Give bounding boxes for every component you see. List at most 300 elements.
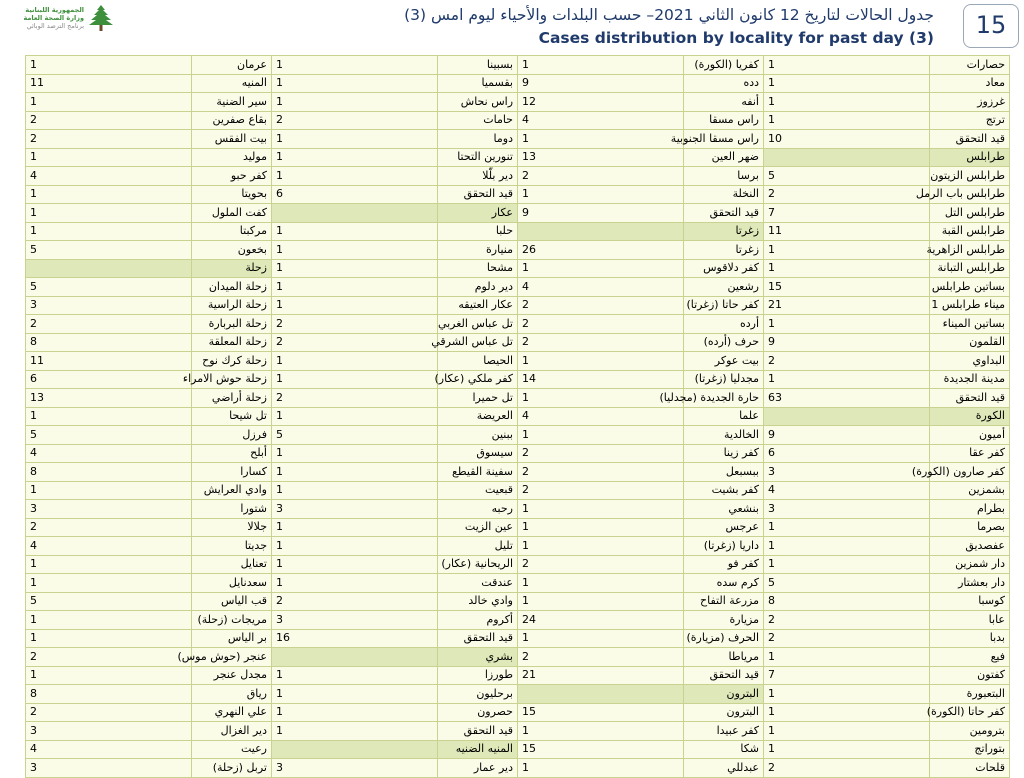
case-count-cell: 2	[26, 703, 192, 722]
case-count-cell: 1	[764, 370, 930, 389]
table-row	[26, 389, 1010, 408]
case-count-cell: 12	[518, 93, 684, 112]
locality-name-cell: وادي خالد	[438, 592, 518, 611]
locality-name-cell: كفر بشيت	[684, 481, 764, 500]
locality-name-cell: الحيصا	[438, 352, 518, 371]
locality-name-cell: شتورا	[192, 500, 272, 519]
table-row	[26, 130, 1010, 149]
case-count-cell: 2	[272, 111, 438, 130]
locality-name-cell: قيد التحقق	[438, 629, 518, 648]
table-row	[26, 648, 1010, 667]
case-count-cell: 1	[518, 537, 684, 556]
case-count-cell: 1	[272, 93, 438, 112]
case-count-cell: 2	[518, 481, 684, 500]
case-count-cell: 1	[272, 463, 438, 482]
case-count-cell: 1	[26, 611, 192, 630]
table-row	[26, 315, 1010, 334]
case-count-cell	[518, 222, 684, 241]
locality-name-cell: أميون	[930, 426, 1010, 445]
locality-name-cell: كفر عبيدا	[684, 722, 764, 741]
locality-name-cell: دار بعشتار	[930, 574, 1010, 593]
locality-name-cell: تليل	[438, 537, 518, 556]
case-count-cell	[518, 685, 684, 704]
case-count-cell: 1	[518, 426, 684, 445]
locality-name-cell: بطرام	[930, 500, 1010, 519]
case-count-cell: 1	[272, 222, 438, 241]
case-count-cell: 5	[26, 241, 192, 260]
locality-name-cell: تل عباس الغربي	[438, 315, 518, 334]
table-row	[26, 167, 1010, 186]
locality-name-cell: رشعين	[684, 278, 764, 297]
table-row	[26, 463, 1010, 482]
case-count-cell: 13	[518, 148, 684, 167]
case-count-cell: 15	[518, 740, 684, 759]
case-count-cell: 1	[272, 278, 438, 297]
case-count-cell: 1	[272, 56, 438, 75]
locality-name-cell: علي النهري	[192, 703, 272, 722]
case-count-cell: 26	[518, 241, 684, 260]
table-row	[26, 444, 1010, 463]
case-count-cell: 21	[518, 666, 684, 685]
locality-name-cell: طرابلس باب الرمل	[930, 185, 1010, 204]
case-count-cell: 9	[764, 333, 930, 352]
locality-name-cell: قلحات	[930, 759, 1010, 778]
case-count-cell: 6	[272, 185, 438, 204]
case-count-cell: 10	[764, 130, 930, 149]
locality-name-cell: تعنايل	[192, 555, 272, 574]
locality-name-cell: شكا	[684, 740, 764, 759]
case-count-cell: 2	[26, 315, 192, 334]
case-count-cell: 1	[518, 130, 684, 149]
table-row	[26, 56, 1010, 75]
title-english: Cases distribution by locality for past day (3)	[538, 29, 934, 47]
logo-line-ministry: وزارة الصحة العامة	[23, 14, 84, 22]
locality-name-cell: حلبا	[438, 222, 518, 241]
locality-name-cell: العريضة	[438, 407, 518, 426]
case-count-cell	[26, 259, 192, 278]
locality-name-cell: سير الضنية	[192, 93, 272, 112]
locality-name-cell: بيت عوكر	[684, 352, 764, 371]
locality-name-cell: طرابلس الزيتون	[930, 167, 1010, 186]
case-count-cell: 1	[764, 537, 930, 556]
locality-name-cell: مريجات (زحلة)	[192, 611, 272, 630]
case-count-cell: 1	[272, 444, 438, 463]
case-count-cell: 1	[518, 629, 684, 648]
case-count-cell	[272, 740, 438, 759]
case-count-cell: 2	[518, 296, 684, 315]
locality-name-cell: كفريا (الكورة)	[684, 56, 764, 75]
locality-name-cell: بساتين طرابلس	[930, 278, 1010, 297]
locality-name-cell: دير الغزال	[192, 722, 272, 741]
table-row	[26, 685, 1010, 704]
locality-name-cell: حصارات	[930, 56, 1010, 75]
case-count-cell: 1	[272, 685, 438, 704]
case-count-cell: 2	[518, 333, 684, 352]
locality-name-cell: قيد التحقق	[684, 204, 764, 223]
locality-name-cell: بترومين	[930, 722, 1010, 741]
case-count-cell: 1	[764, 740, 930, 759]
locality-name-cell: راس مسقا الجنوبية	[684, 130, 764, 149]
locality-name-cell: كفتون	[930, 666, 1010, 685]
case-count-cell: 2	[272, 315, 438, 334]
locality-name-cell: الحرف (مزيارة)	[684, 629, 764, 648]
table-row	[26, 666, 1010, 685]
case-count-cell: 3	[26, 722, 192, 741]
locality-name-cell: مزرعة التفاح	[684, 592, 764, 611]
locality-name-cell: مركبتا	[192, 222, 272, 241]
table-row	[26, 611, 1010, 630]
case-count-cell: 21	[764, 296, 930, 315]
case-count-cell: 1	[764, 241, 930, 260]
locality-name-cell: عين الزيت	[438, 518, 518, 537]
case-count-cell: 2	[26, 518, 192, 537]
logo-line-republic: الجمهورية اللبنانية	[25, 6, 84, 14]
case-count-cell: 2	[272, 333, 438, 352]
locality-name-cell: غرزوز	[930, 93, 1010, 112]
table-row	[26, 426, 1010, 445]
locality-name-cell: البترون	[684, 703, 764, 722]
table-row	[26, 759, 1010, 778]
locality-name-cell: بقسميا	[438, 74, 518, 93]
locality-name-cell: مجدليا (زغرتا)	[684, 370, 764, 389]
table-row	[26, 352, 1010, 371]
region-heading-cell: المنيه الضنيه	[438, 740, 518, 759]
case-count-cell: 5	[26, 592, 192, 611]
locality-name-cell: ميناء طرابلس 1	[930, 296, 1010, 315]
case-count-cell: 1	[518, 759, 684, 778]
case-count-cell: 4	[518, 278, 684, 297]
locality-name-cell: بشمزين	[930, 481, 1010, 500]
case-count-cell: 1	[764, 111, 930, 130]
case-count-cell: 1	[272, 130, 438, 149]
locality-name-cell: عفصديق	[930, 537, 1010, 556]
locality-name-cell: بنشعي	[684, 500, 764, 519]
locality-name-cell: دير عمار	[438, 759, 518, 778]
locality-name-cell: زحلة كرك نوح	[192, 352, 272, 371]
locality-name-cell: بيت الفقس	[192, 130, 272, 149]
locality-name-cell: حصرون	[438, 703, 518, 722]
locality-name-cell: كفر حاتا (زغرتا)	[684, 296, 764, 315]
table-row	[26, 537, 1010, 556]
table-row	[26, 296, 1010, 315]
locality-name-cell: بر الياس	[192, 629, 272, 648]
case-count-cell: 1	[518, 56, 684, 75]
locality-name-cell: عندقت	[438, 574, 518, 593]
locality-name-cell: كفت الملول	[192, 204, 272, 223]
locality-name-cell: زغرتا	[684, 241, 764, 260]
locality-name-cell: مدينة الجديدة	[930, 370, 1010, 389]
case-count-cell: 1	[26, 185, 192, 204]
case-count-cell: 9	[518, 74, 684, 93]
case-count-cell: 63	[764, 389, 930, 408]
case-count-cell: 1	[26, 222, 192, 241]
locality-name-cell: رياق	[192, 685, 272, 704]
table-row	[26, 555, 1010, 574]
case-count-cell: 4	[518, 111, 684, 130]
locality-name-cell: موليد	[192, 148, 272, 167]
locality-name-cell: وادي العرايش	[192, 481, 272, 500]
region-heading-cell: بشري	[438, 648, 518, 667]
table-row	[26, 111, 1010, 130]
locality-name-cell: قيد التحقق	[438, 722, 518, 741]
case-count-cell: 1	[26, 93, 192, 112]
region-heading-cell: زحلة	[192, 259, 272, 278]
locality-name-cell: بخعون	[192, 241, 272, 260]
case-count-cell: 1	[272, 296, 438, 315]
case-count-cell: 1	[764, 722, 930, 741]
table-row	[26, 204, 1010, 223]
locality-name-cell: جلالا	[192, 518, 272, 537]
case-count-cell: 8	[26, 333, 192, 352]
region-heading-cell: الكورة	[930, 407, 1010, 426]
locality-name-cell: البتعبورة	[930, 685, 1010, 704]
case-count-cell: 1	[26, 481, 192, 500]
region-heading-cell: زغرتا	[684, 222, 764, 241]
locality-name-cell: القلمون	[930, 333, 1010, 352]
region-heading-cell: عكار	[438, 204, 518, 223]
case-count-cell: 1	[518, 185, 684, 204]
locality-name-cell: دير بلّلا	[438, 167, 518, 186]
locality-name-cell: عنجر (حوش موس)	[192, 648, 272, 667]
ministry-name	[8, 6, 84, 30]
table-row	[26, 407, 1010, 426]
locality-name-cell: سيسوق	[438, 444, 518, 463]
locality-name-cell: دوما	[438, 130, 518, 149]
case-count-cell: 14	[518, 370, 684, 389]
table-row	[26, 574, 1010, 593]
table-row	[26, 722, 1010, 741]
case-count-cell: 2	[272, 389, 438, 408]
locality-name-cell: عكار العتيقه	[438, 296, 518, 315]
case-count-cell: 2	[518, 167, 684, 186]
case-count-cell: 2	[764, 352, 930, 371]
case-count-cell: 2	[26, 648, 192, 667]
locality-name-cell: كفر حبو	[192, 167, 272, 186]
locality-name-cell: زحلة الميدان	[192, 278, 272, 297]
locality-name-cell: عرجس	[684, 518, 764, 537]
locality-name-cell: بسبينا	[438, 56, 518, 75]
case-count-cell: 1	[272, 167, 438, 186]
locality-name-cell: دده	[684, 74, 764, 93]
case-count-cell: 1	[272, 722, 438, 741]
locality-name-cell: مجدل عنجر	[192, 666, 272, 685]
case-count-cell: 2	[518, 315, 684, 334]
case-count-cell: 13	[26, 389, 192, 408]
case-count-cell: 2	[518, 555, 684, 574]
locality-name-cell: كسارا	[192, 463, 272, 482]
case-count-cell: 4	[764, 481, 930, 500]
table-row	[26, 370, 1010, 389]
case-count-cell: 1	[272, 518, 438, 537]
locality-name-cell: عرمان	[192, 56, 272, 75]
case-count-cell: 1	[764, 93, 930, 112]
case-count-cell: 2	[764, 185, 930, 204]
table-row	[26, 93, 1010, 112]
cedar-icon	[86, 4, 116, 32]
case-count-cell: 1	[764, 703, 930, 722]
case-count-cell: 1	[518, 389, 684, 408]
table-row	[26, 278, 1010, 297]
case-count-cell: 11	[764, 222, 930, 241]
case-count-cell	[272, 204, 438, 223]
locality-name-cell: طرابلس الزاهرية	[930, 241, 1010, 260]
locality-name-cell: أرده	[684, 315, 764, 334]
table-row	[26, 148, 1010, 167]
case-count-cell: 5	[764, 574, 930, 593]
case-count-cell: 1	[764, 315, 930, 334]
case-count-cell: 1	[26, 574, 192, 593]
locality-name-cell: راس مسقا	[684, 111, 764, 130]
locality-name-cell: زحلة حوش الامراء	[192, 370, 272, 389]
locality-name-cell: راس نحاش	[438, 93, 518, 112]
case-count-cell: 1	[764, 555, 930, 574]
locality-name-cell: سفينة القيطع	[438, 463, 518, 482]
case-count-cell: 2	[26, 111, 192, 130]
case-count-cell: 7	[764, 666, 930, 685]
locality-name-cell: مشحا	[438, 259, 518, 278]
case-count-cell: 1	[26, 148, 192, 167]
table-row	[26, 703, 1010, 722]
locality-name-cell: المنيه	[192, 74, 272, 93]
case-count-cell: 1	[272, 407, 438, 426]
case-count-cell: 2	[764, 629, 930, 648]
case-count-cell: 1	[518, 500, 684, 519]
locality-name-cell: قيد التحقق	[684, 666, 764, 685]
case-count-cell: 4	[26, 537, 192, 556]
page-number: 15	[963, 4, 1019, 48]
case-count-cell: 16	[272, 629, 438, 648]
locality-name-cell: ببنين	[438, 426, 518, 445]
locality-name-cell: طرابلس التبانة	[930, 259, 1010, 278]
table-row	[26, 241, 1010, 260]
case-count-cell: 1	[518, 518, 684, 537]
locality-name-cell: بدبا	[930, 629, 1010, 648]
case-count-cell	[764, 148, 930, 167]
locality-name-cell: عبدللي	[684, 759, 764, 778]
case-count-cell: 4	[518, 407, 684, 426]
case-count-cell: 1	[518, 722, 684, 741]
case-count-cell: 3	[272, 759, 438, 778]
case-count-cell: 2	[764, 611, 930, 630]
locality-name-cell: البداوي	[930, 352, 1010, 371]
case-count-cell: 1	[26, 629, 192, 648]
locality-name-cell: دير دلوم	[438, 278, 518, 297]
case-count-cell: 1	[272, 666, 438, 685]
locality-name-cell: برسا	[684, 167, 764, 186]
locality-name-cell: زحلة الراسية	[192, 296, 272, 315]
locality-name-cell: بتوراتج	[930, 740, 1010, 759]
locality-name-cell: علما	[684, 407, 764, 426]
case-count-cell: 1	[272, 352, 438, 371]
locality-name-cell: بصرما	[930, 518, 1010, 537]
locality-name-cell: فرزل	[192, 426, 272, 445]
case-count-cell	[764, 407, 930, 426]
case-count-cell: 2	[518, 648, 684, 667]
case-count-cell: 2	[518, 444, 684, 463]
case-count-cell: 1	[518, 574, 684, 593]
case-count-cell: 9	[764, 426, 930, 445]
locality-name-cell: حامات	[438, 111, 518, 130]
locality-name-cell: طورزا	[438, 666, 518, 685]
case-count-cell: 1	[26, 555, 192, 574]
case-count-cell: 15	[518, 703, 684, 722]
table-row	[26, 222, 1010, 241]
locality-name-cell: قيد التحقق	[930, 130, 1010, 149]
case-count-cell: 1	[764, 685, 930, 704]
case-count-cell: 1	[272, 148, 438, 167]
case-count-cell: 11	[26, 74, 192, 93]
locality-name-cell: منيارة	[438, 241, 518, 260]
locality-name-cell: ببسبعل	[684, 463, 764, 482]
table-row	[26, 481, 1010, 500]
case-count-cell: 3	[26, 296, 192, 315]
case-count-cell: 2	[26, 130, 192, 149]
case-count-cell: 9	[518, 204, 684, 223]
case-count-cell: 1	[518, 259, 684, 278]
case-count-cell: 3	[764, 500, 930, 519]
locality-name-cell: بحويتا	[192, 185, 272, 204]
table-row	[26, 259, 1010, 278]
locality-name-cell: بقاع صفرين	[192, 111, 272, 130]
case-count-cell: 2	[272, 592, 438, 611]
case-count-cell: 8	[26, 463, 192, 482]
ministry-logo	[8, 4, 116, 32]
locality-name-cell: ضهر العين	[684, 148, 764, 167]
case-count-cell: 2	[518, 463, 684, 482]
locality-name-cell: رحبه	[438, 500, 518, 519]
locality-name-cell: تل حميرا	[438, 389, 518, 408]
case-count-cell: 1	[764, 518, 930, 537]
case-count-cell: 1	[272, 241, 438, 260]
case-count-cell: 3	[26, 500, 192, 519]
title-arabic: جدول الحالات لتاريخ 12 كانون الثاني 2021– حسب البلدات والأحياء ليوم امس (3)	[404, 6, 934, 24]
locality-name-cell: قيد التحقق	[438, 185, 518, 204]
table-row	[26, 518, 1010, 537]
case-count-cell: 1	[272, 537, 438, 556]
case-count-cell: 5	[26, 278, 192, 297]
table-row	[26, 333, 1010, 352]
locality-name-cell: تل شيحا	[192, 407, 272, 426]
locality-name-cell: الريحانية (عكار)	[438, 555, 518, 574]
case-count-cell: 1	[272, 74, 438, 93]
case-count-cell: 7	[764, 204, 930, 223]
case-count-cell: 1	[272, 370, 438, 389]
locality-name-cell: برحليون	[438, 685, 518, 704]
case-count-cell: 24	[518, 611, 684, 630]
locality-name-cell: زحلة البربارة	[192, 315, 272, 334]
case-count-cell: 1	[764, 56, 930, 75]
case-count-cell: 5	[764, 167, 930, 186]
case-count-cell: 1	[26, 56, 192, 75]
table-row	[26, 500, 1010, 519]
table-row	[26, 629, 1010, 648]
locality-name-cell: تربل (زحلة)	[192, 759, 272, 778]
locality-name-cell: كفر زينا	[684, 444, 764, 463]
locality-name-cell: قب الياس	[192, 592, 272, 611]
locality-name-cell: كفر فو	[684, 555, 764, 574]
locality-name-cell: رعيت	[192, 740, 272, 759]
case-count-cell: 1	[764, 259, 930, 278]
locality-name-cell: زحلة المعلقة	[192, 333, 272, 352]
locality-name-cell: كوسبا	[930, 592, 1010, 611]
case-count-cell: 1	[272, 555, 438, 574]
locality-name-cell: الخالدية	[684, 426, 764, 445]
locality-name-cell: كفر ملكي (عكار)	[438, 370, 518, 389]
case-count-cell	[272, 648, 438, 667]
table-row	[26, 592, 1010, 611]
case-count-cell: 1	[272, 703, 438, 722]
locality-name-cell: ترتج	[930, 111, 1010, 130]
